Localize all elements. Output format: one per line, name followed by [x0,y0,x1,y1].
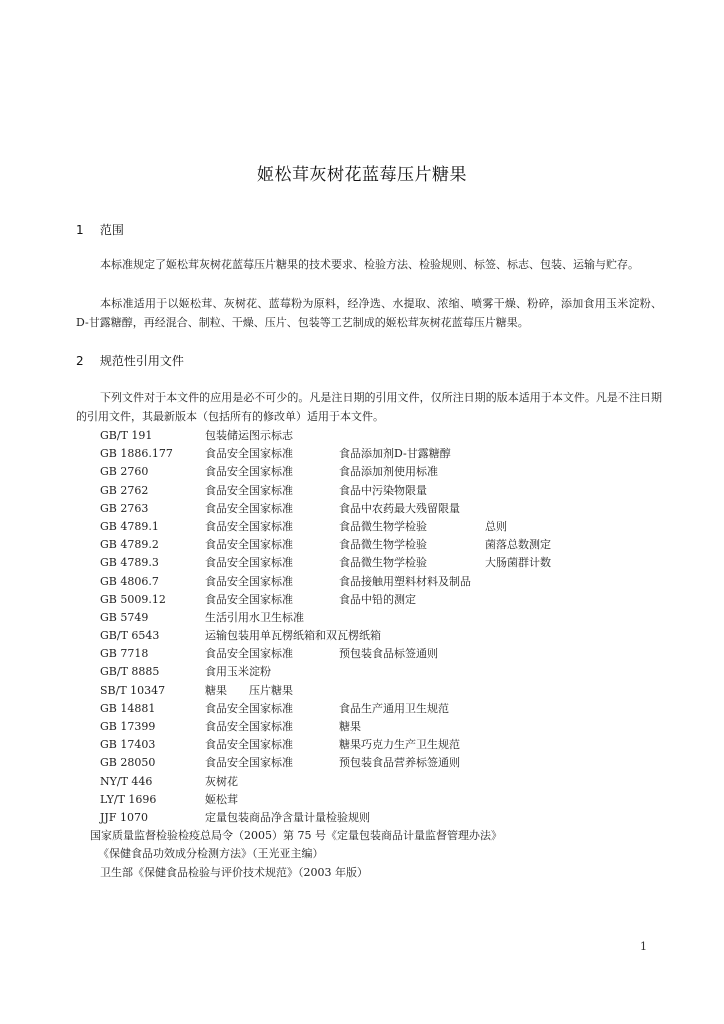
reference-title-part-2: 糖果巧克力生产卫生规范 [339,738,460,752]
reference-title-part-2: 预包装食品标签通则 [339,647,438,661]
reference-code: GB 2762 [100,483,149,497]
reference-title-part-2: 预包装食品营养标签通则 [339,756,460,770]
reference-code: GB 17403 [100,738,156,752]
reference-list [90,427,660,882]
references-intro: 下列文件对于本文件的应用是必不可少的。凡是注日期的引用文件，仅所注日期的版本适用于本文件。凡是不注日期的引用文件，其最新版本（包括所有的修改单）适用于本文件。 [76,391,662,423]
extra-reference: 国家质量监督检验检疫总局令（2005）第 75 号《定量包装商品计量监督管理办法》 [90,829,502,843]
reference-code: GB 2763 [100,501,149,515]
reference-title-part-2: 食品中铅的测定 [339,592,416,606]
reference-code: GB/T 8885 [100,665,160,679]
reference-code: GB 14881 [100,701,156,715]
section-2-number: 2 [76,354,84,368]
reference-row [100,791,660,809]
reference-title-part-1: 食品安全国家标准 [205,701,293,715]
reference-title-part-3: 菌落总数测定 [485,538,551,552]
reference-row [100,591,660,609]
scope-paragraph-2: 本标准适用于以姬松茸、灰树花、蓝莓粉为原料，经净选、水提取、浓缩、喷雾干燥、粉碎，添加食用玉米淀粉、D-甘露糖醇，再经混合、制粒、干燥、压片、包装等工艺制成的姬松茸灰树花蓝莓压片糖果。 [76,297,662,329]
reference-row [100,518,660,536]
reference-title-part-1: 食用玉米淀粉 [205,665,271,679]
reference-title-part-1: 食品安全国家标准 [205,574,293,588]
reference-row [100,718,660,736]
reference-row [100,809,660,827]
extra-reference: 卫生部《保健食品检验与评价技术规范》（2003 年版） [100,865,368,879]
reference-code: GB 5009.12 [100,592,166,606]
reference-code: LY/T 1696 [100,792,157,806]
reference-title-part-1: 生活引用水卫生标准 [205,610,304,624]
reference-code: GB/T 191 [100,429,153,442]
reference-title-part-1: 食品安全国家标准 [205,465,293,479]
reference-row [100,573,660,591]
reference-title-part-2: 糖果 [339,720,361,733]
reference-title-part-1: 姬松茸 [205,792,238,806]
reference-title-part-2: 食品微生物学检验 [339,538,427,552]
reference-code: GB 1886.177 [100,447,173,461]
reference-code: GB 17399 [100,720,156,733]
reference-title-part-1: 食品安全国家标准 [205,756,293,770]
section-1-heading [76,221,124,238]
reference-title-part-1: 灰树花 [205,774,238,788]
reference-title-part-2: 食品生产通用卫生规范 [339,701,449,715]
reference-code: GB 4806.7 [100,574,159,588]
reference-title-part-1: 食品安全国家标准 [205,556,293,570]
reference-row [100,609,660,627]
document-title: 姬松茸灰树花蓝莓压片糖果 [257,165,467,185]
reference-title-part-1: 食品安全国家标准 [205,447,293,461]
reference-row [100,773,660,791]
reference-row [100,682,660,700]
reference-code: GB/T 6543 [100,629,160,643]
section-2-title: 规范性引用文件 [99,354,184,368]
reference-code: GB 5749 [100,610,149,624]
reference-row [100,463,660,481]
reference-title-part-1: 食品安全国家标准 [205,501,293,515]
reference-row [100,500,660,518]
reference-row [100,736,660,754]
reference-title-part-2: 食品添加剂使用标准 [339,465,438,479]
page-number: 1 [640,940,647,953]
reference-title-part-1: 糖果 压片糖果 [205,683,293,697]
scope-paragraph-1: 本标准规定了姬松茸灰树花蓝莓压片糖果的技术要求、检验方法、检验规则、标签、标志、包装、运输与贮存。 [100,258,639,271]
reference-title-part-1: 包装储运图示标志 [205,429,293,442]
reference-code: GB 4789.1 [100,519,159,533]
reference-title-part-2: 食品接触用塑料材料及制品 [339,574,471,588]
reference-title-part-1: 食品安全国家标准 [205,538,293,552]
reference-row [100,554,660,572]
reference-title-part-1: 运输包装用单瓦楞纸箱和双瓦楞纸箱 [205,629,381,643]
reference-title-part-1: 食品安全国家标准 [205,647,293,661]
reference-row [100,645,660,663]
reference-code: GB 4789.2 [100,538,159,552]
reference-title-part-1: 食品安全国家标准 [205,519,293,533]
reference-code: GB 2760 [100,465,149,479]
reference-title-part-2: 食品中农药最大残留限量 [339,501,460,515]
reference-title-part-1: 食品安全国家标准 [205,592,293,606]
section-2-heading [76,352,184,369]
reference-title-part-1: 食品安全国家标准 [205,720,293,733]
reference-code: SB/T 10347 [100,683,166,697]
reference-title-part-1: 食品安全国家标准 [205,738,293,752]
reference-row [100,482,660,500]
reference-code: NY/T 446 [100,774,153,788]
section-1-title: 范围 [99,223,124,237]
reference-title-part-2: 食品微生物学检验 [339,556,427,570]
reference-title-part-2: 食品添加剂D-甘露糖醇 [339,447,451,461]
reference-title-part-1: 定量包装商品净含量计量检验规则 [205,810,370,824]
reference-row [100,663,660,681]
reference-title-part-1: 食品安全国家标准 [205,483,293,497]
reference-title-part-2: 食品微生物学检验 [339,519,427,533]
reference-code: GB 7718 [100,647,149,661]
section-1-number: 1 [76,223,84,237]
reference-row [100,427,660,445]
reference-row [100,536,660,554]
reference-row [100,700,660,718]
reference-code: GB 4789.3 [100,556,159,570]
reference-row [100,445,660,463]
reference-code: JJF 1070 [100,810,148,824]
reference-title-part-3: 大肠菌群计数 [485,556,551,570]
extra-reference: 《保健食品功效成分检测方法》（王光亚主编） [98,847,324,861]
reference-row [100,754,660,772]
reference-code: GB 28050 [100,756,156,770]
reference-title-part-2: 食品中污染物限量 [339,483,427,497]
reference-title-part-3: 总则 [485,519,507,533]
reference-row [100,627,660,645]
